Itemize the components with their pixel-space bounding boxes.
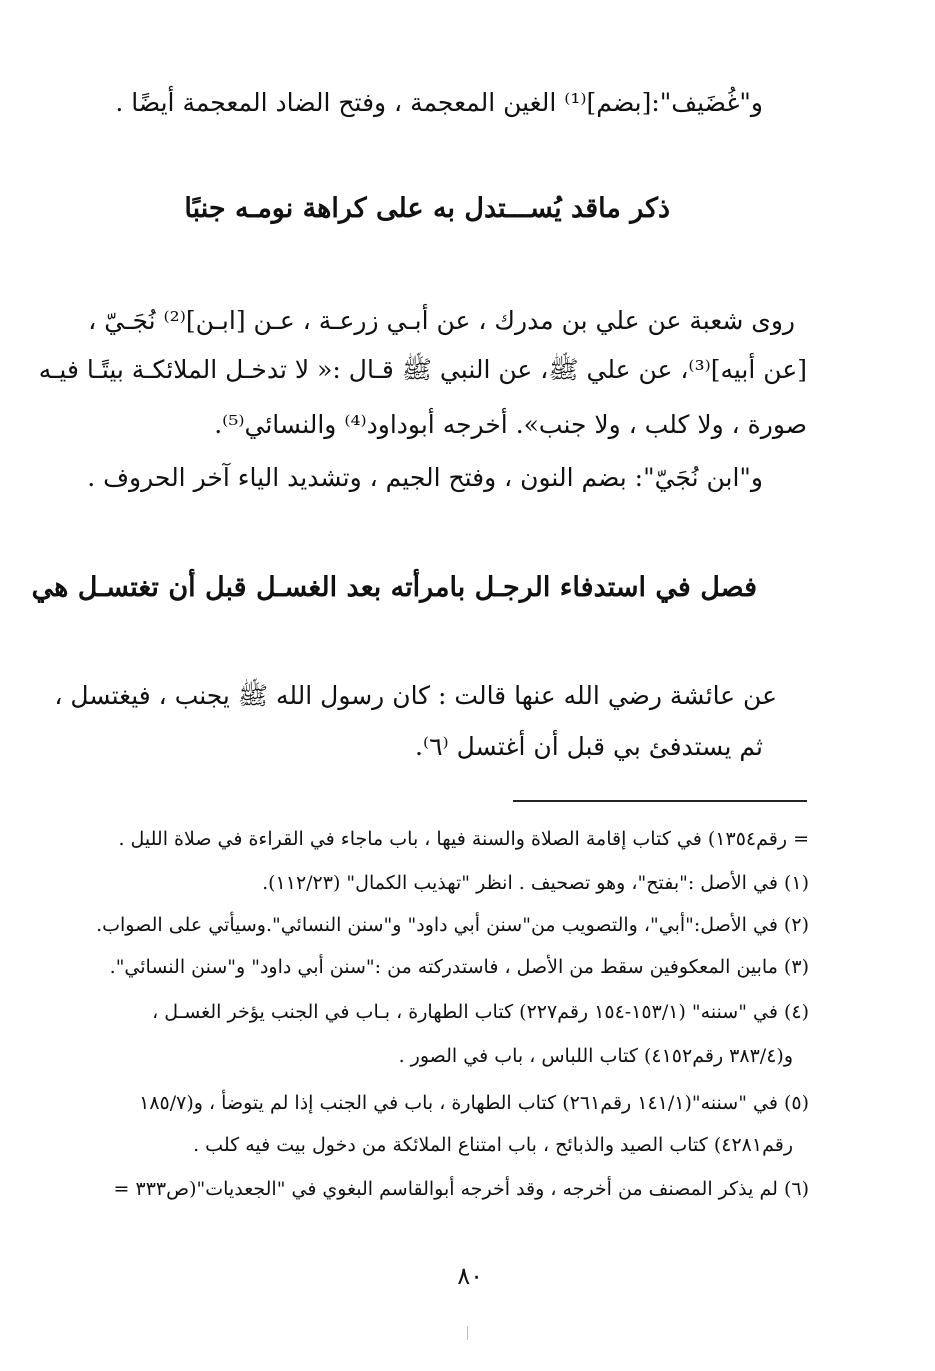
paragraph-line: عن عائشة رضي الله عنها قالت : كان رسول الله ﷺ يجنب ، فيغتسل ، — [54, 681, 777, 710]
footnote-separator — [513, 800, 807, 802]
footnote-line: (٦) لم يذكر المصنف من أخرجه ، وقد أخرجه أبوالقاسم البغوي في "الجعديات"(ص٣٣٣ = — [113, 1178, 809, 1200]
paragraph-line: و"ابن نُجَيّ": بضم النون ، وفتح الجيم ، وتشديد الياء آخر الحروف . — [87, 463, 763, 492]
section-heading-istidfa: فصل في استدفاء الرجـل بامرأته بعد الغسـل قبل أن تغتسـل هي — [31, 572, 757, 603]
footnote-line: (٢) في الأصل:"أبي"، والتصويب من"سنن أبي داود" و"سنن النسائي".وسيأتي على الصواب. — [96, 914, 809, 936]
paragraph-line: صورة ، ولا كلب ، ولا جنب». أخرجه أبوداود⁽⁴⁾ والنسائي⁽⁵⁾. — [214, 410, 807, 439]
intro-line: و"غُضَيف":[بضم]⁽¹⁾ الغين المعجمة ، وفتح الضاد المعجمة أيضًا . — [115, 88, 763, 117]
paragraph-line: [عن أبيه]⁽³⁾، عن علي ﷺ، عن النبي ﷺ قـال :« لا تدخـل الملائكـة بيتًـا فيـه — [38, 355, 807, 384]
scan-mark — [467, 1326, 468, 1340]
footnote-line: = رقم١٣٥٤) في كتاب إقامة الصلاة والسنة فيها ، باب ماجاء في القراءة في صلاة الليل . — [118, 828, 809, 850]
page-number: ٨٠ — [457, 1262, 483, 1290]
paragraph-line: روى شعبة عن علي بن مدرك ، عن أبـي زرعـة ، عـن [ابـن]⁽²⁾ نُجَـيّ ، — [88, 306, 795, 335]
footnote-line: (٥) في "سننه"(١٤١/١ رقم٢٦١) كتاب الطهارة ، باب في الجنب إذا لم يتوضأ ، و(١٨٥/٧ — [139, 1092, 809, 1114]
footnote-line: (١) في الأصل :"بفتح"، وهو تصحيف . انظر "تهذيب الكمال" (١١٢/٢٣). — [262, 872, 809, 894]
footnote-line: رقم٤٢٨١) كتاب الصيد والذبائح ، باب امتناع الملائكة من دخول بيت فيه كلب . — [193, 1134, 793, 1156]
paragraph-line: ثم يستدفئ بي قبل أن أغتسل ⁽٦⁾. — [415, 732, 763, 761]
section-heading-sleep-junub: ذكر ماقد يُســـتدل به على كراهة نومـه جنبًا — [184, 193, 670, 224]
footnote-line: (٣) مابين المعكوفين سقط من الأصل ، فاستدركته من :"سنن أبي داود" و"سنن النسائي". — [109, 956, 809, 978]
footnote-line: (٤) في "سننه" (١٥٣/١-١٥٤ رقم٢٢٧) كتاب الطهارة ، بـاب في الجنب يؤخر الغسـل ، — [152, 1001, 809, 1023]
footnote-line: و(٣٨٣/٤ رقم٤١٥٢) كتاب اللباس ، باب في الصور . — [398, 1045, 793, 1067]
